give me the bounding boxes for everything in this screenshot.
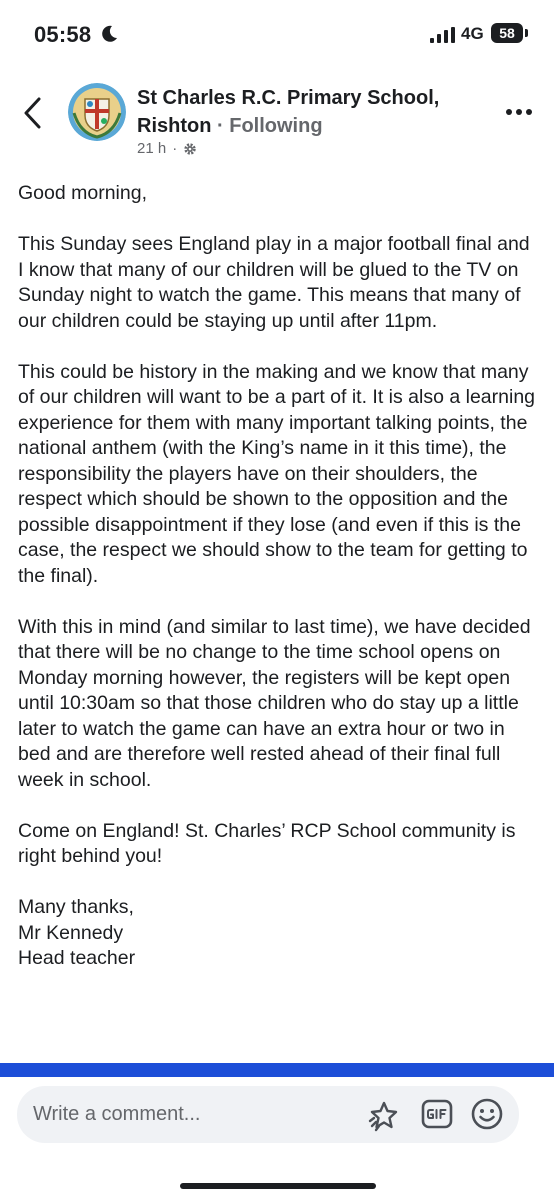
page-avatar[interactable]: [68, 83, 126, 141]
gif-icon[interactable]: [421, 1099, 453, 1129]
post-meta: [137, 140, 197, 157]
post-paragraph: This Sunday sees England play in a major football final and I know that many of our children will be glued to the TV on Sunday night to watch the game. This means that many of our children could be staying up until after 11pm.: [18, 233, 530, 332]
battery-level: 58: [499, 25, 515, 41]
post-body: [18, 181, 540, 972]
chevron-left-icon[interactable]: [20, 96, 46, 130]
post-paragraph: This could be history in the making and we know that many of our children will want to be a part of it. It is also a learning experience for them with many important talking points, the national anthem (with the King’s name in it this time), the responsibility the players have on their shoulders, the respect which should be shown to the opposition and the possible disappointment if they lose (and even if this is the case, the respect we should show to the team for getting to the final).: [18, 360, 536, 587]
signoff-line: Many thanks,: [18, 896, 134, 918]
post-paragraph: Come on England! St. Charles’ RCP School community is right behind you!: [18, 819, 516, 867]
signal-icon: [430, 27, 456, 43]
more-horizontal-icon[interactable]: [505, 108, 533, 116]
post-paragraph: With this in mind (and similar to last time), we have decided that there will be no change to the time school opens on Monday morning however, the registers will be kept open until 10:30am so that those children who do stay up a little later to watch the game can have an extra hour or two in bed and are therefore well rested ahead of their final full week in school.: [18, 615, 531, 791]
battery-nub: [525, 29, 528, 37]
comment-box[interactable]: [17, 1086, 519, 1143]
emoji-icon[interactable]: [470, 1097, 504, 1131]
meta-separator: ·: [172, 140, 178, 157]
signoff-line: Mr Kennedy: [18, 921, 124, 944]
gear-icon[interactable]: [183, 142, 197, 156]
following-status[interactable]: Following: [229, 115, 323, 137]
moon-icon: [99, 24, 119, 44]
post-timestamp[interactable]: 21 h: [137, 140, 167, 157]
post-paragraph: Good morning,: [18, 182, 147, 204]
home-indicator: [180, 1183, 376, 1189]
page-name-link[interactable]: St Charles R.C. Primary School, Rishton: [137, 87, 440, 137]
page-name-block: [137, 84, 467, 140]
status-bar: [0, 0, 554, 72]
post-signoff: [18, 895, 540, 972]
accent-bar: [0, 1063, 554, 1077]
school-crest-image: [68, 83, 126, 141]
following-separator: ·: [217, 115, 224, 137]
status-time: 05:58: [34, 22, 92, 47]
battery-icon: [491, 23, 523, 43]
sticker-icon[interactable]: [367, 1099, 401, 1133]
comment-input[interactable]: [33, 1086, 353, 1143]
signoff-line: Head teacher: [18, 947, 136, 969]
network-type: 4G: [461, 24, 484, 43]
